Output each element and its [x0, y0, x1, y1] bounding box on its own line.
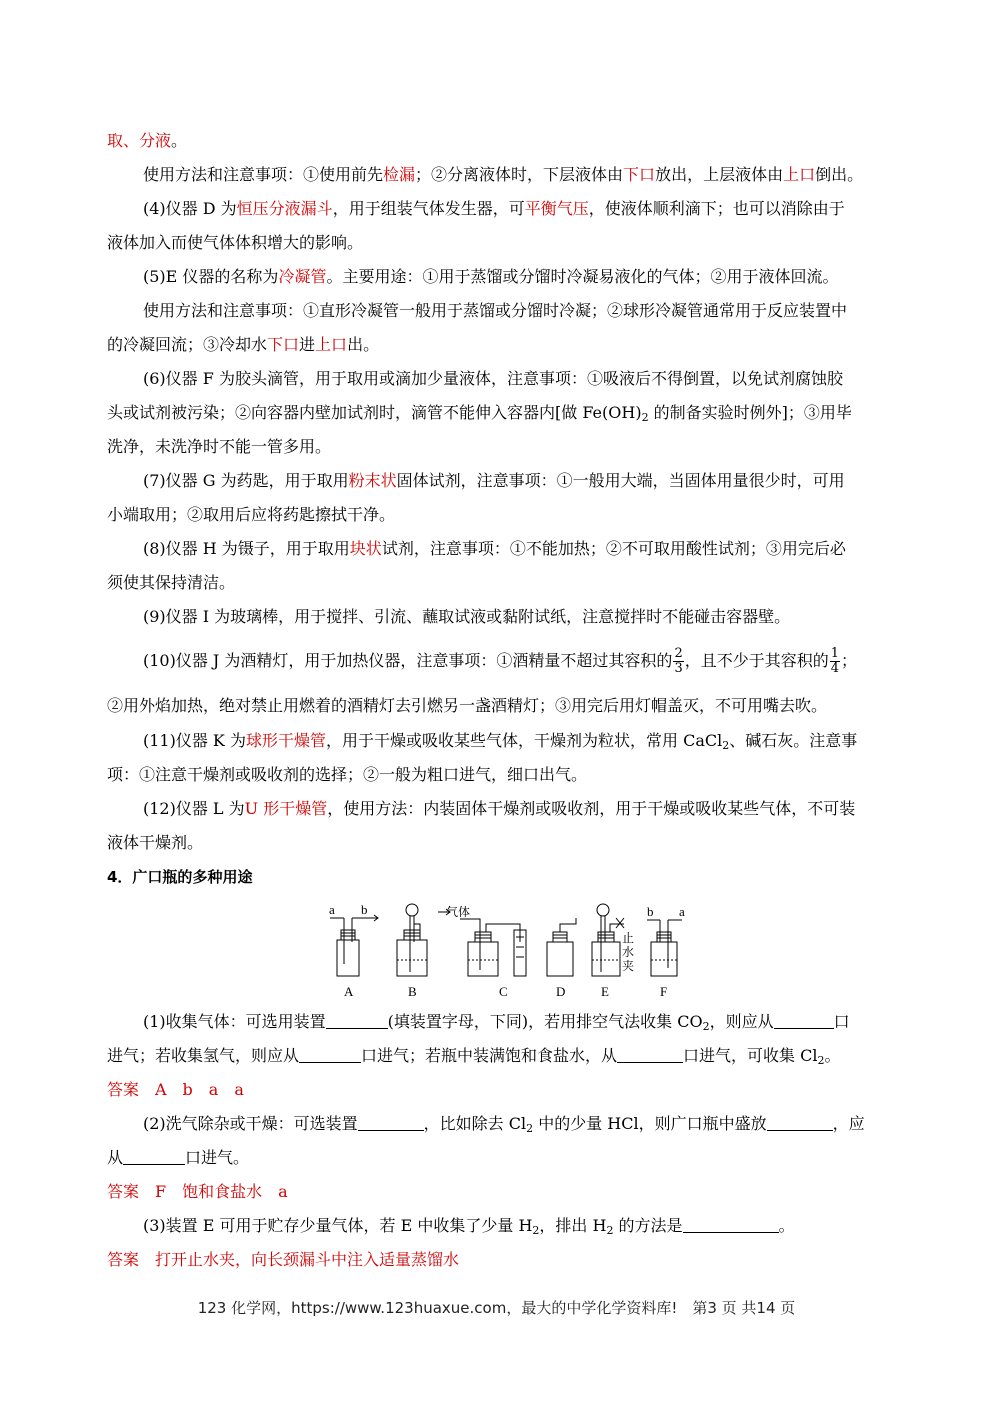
- gas-label: 气体: [446, 905, 471, 919]
- text: 口进气。: [185, 1148, 250, 1167]
- question-line: [107, 1046, 841, 1066]
- text: ，且不少于其容积的: [684, 651, 829, 670]
- question-line: [143, 1216, 795, 1236]
- text-line: 项：①注意干燥剂或吸收剂的选择；②一般为粗口进气，细口出气。: [107, 765, 588, 784]
- answer-blank[interactable]: [123, 1148, 185, 1165]
- text: 的制备实验时例外]；③用毕: [648, 403, 852, 422]
- highlight-text: 取、分液: [107, 131, 172, 150]
- port-label: b: [361, 902, 368, 917]
- text: 固体试剂，注意事项：①一般用大端，当固体用量很少时，可用: [396, 471, 845, 490]
- answer-line: 答案 A b a a: [107, 1080, 244, 1099]
- clamp-label: 夹: [622, 959, 635, 973]
- text: 口进气；若瓶中装满饱和食盐水，从: [361, 1046, 618, 1065]
- text: 放出，上层液体由: [655, 165, 784, 184]
- page-footer: 123 化学网，https://www.123huaxue.com，最大的中学化学资料库! 第3 页 共14 页: [197, 1299, 796, 1317]
- port-label: a: [329, 902, 335, 917]
- text-line: [107, 403, 852, 423]
- text: ，则应从: [709, 1012, 774, 1031]
- text-line: [107, 335, 379, 355]
- clamp-label: 止: [622, 931, 635, 945]
- question-line: [143, 1114, 865, 1134]
- port-label: b: [647, 904, 654, 919]
- answer-blank[interactable]: [299, 1046, 361, 1063]
- highlight-text: 粉末状: [348, 471, 397, 490]
- highlight-text: 冷凝管: [278, 267, 327, 286]
- text: (填装置字母，下同)，若用排空气法收集 CO: [387, 1012, 703, 1031]
- text: 头或试剂被污染；②向容器内壁加试剂时，滴管不能伸入容器内[做 Fe(OH): [107, 403, 642, 422]
- numerator: 2: [674, 646, 683, 661]
- bottle-d: [547, 918, 576, 976]
- denominator: 3: [674, 661, 683, 676]
- text: ，比如除去 Cl: [423, 1114, 527, 1133]
- text-line: [143, 647, 857, 676]
- text: ，排出 H: [539, 1216, 607, 1235]
- subscript: 2: [702, 1020, 710, 1033]
- answer-blank[interactable]: [774, 1012, 834, 1029]
- highlight-text: U 形干燥管: [244, 799, 328, 818]
- text-line: 小端取用；②取用后应将药匙擦拭干净。: [107, 505, 396, 524]
- text: 倒出。: [815, 165, 864, 184]
- text-line: 使用方法和注意事项：①直形冷凝管一般用于蒸馏或分馏时冷凝；②球形冷凝管通常用于反应装置中: [143, 301, 848, 320]
- text-line: 洗净，未洗净时不能一管多用。: [107, 437, 332, 456]
- numerator: 1: [830, 646, 840, 661]
- text: ，使液体顺利滴下；也可以消除由于: [588, 199, 845, 218]
- text: (7)仪器 G 为药匙，用于取用: [143, 471, 349, 490]
- text: (11)仪器 K 为: [143, 731, 246, 750]
- text-line: 液体干燥剂。: [107, 833, 204, 852]
- text-line: [143, 799, 855, 819]
- answer-blank[interactable]: [683, 1216, 779, 1233]
- text: (3)装置 E 可用于贮存少量气体，若 E 中收集了少量 H: [143, 1216, 533, 1235]
- text-line: 须使其保持清洁。: [107, 573, 236, 592]
- fraction: [673, 647, 683, 676]
- highlight-text: 检漏: [383, 165, 416, 184]
- figure-label: B: [408, 984, 417, 999]
- text-line: (6)仪器 F 为胶头滴管，用于取用或滴加少量液体，注意事项：①吸液后不得倒置，以免试剂腐蚀胶: [143, 369, 843, 388]
- figure-label: C: [499, 984, 508, 999]
- answer-blank[interactable]: [617, 1046, 683, 1063]
- text: 。: [778, 1216, 795, 1235]
- text: 中的少量 HCl，则广口瓶中盛放: [533, 1114, 767, 1133]
- text: 出。: [347, 335, 380, 354]
- clamp-label: 水: [622, 945, 635, 959]
- highlight-text: 上口: [783, 165, 816, 184]
- text: 口进气，可收集 Cl: [683, 1046, 818, 1065]
- text: 。主要用途：①用于蒸馏或分馏时冷凝易液化的气体；②用于液体回流。: [326, 267, 839, 286]
- text: 。: [171, 131, 188, 150]
- text: (5)E 仪器的名称为: [143, 267, 279, 286]
- denominator: 4: [830, 661, 840, 676]
- text-line: [143, 165, 863, 185]
- text-line: [107, 131, 187, 151]
- figure-label: F: [660, 984, 668, 999]
- text: ，使用方法：内装固体干燥剂或吸收剂，用于干燥或吸收某些气体，不可装: [327, 799, 856, 818]
- answer-blank[interactable]: [358, 1114, 424, 1131]
- text: ，用于组装气体发生器，可: [332, 199, 525, 218]
- port-label: a: [679, 904, 685, 919]
- highlight-text: 球形干燥管: [245, 731, 326, 750]
- text: 从: [107, 1148, 124, 1167]
- text-line: [143, 267, 838, 287]
- highlight-text: 下口: [267, 335, 300, 354]
- highlight-text: 恒压分液漏斗: [236, 199, 333, 218]
- answer-blank[interactable]: [767, 1114, 833, 1131]
- highlight-text: 上口: [315, 335, 348, 354]
- answer-line: 答案 打开止水夹，向长颈漏斗中注入适量蒸馏水: [107, 1250, 460, 1269]
- bottle-f: [647, 920, 682, 976]
- question-line: [143, 1012, 850, 1032]
- answer-line: 答案 F 饱和食盐水 a: [107, 1182, 288, 1201]
- bottle-e: [592, 904, 624, 976]
- question-line: [107, 1148, 249, 1168]
- text: 进气；若收集氢气，则应从: [107, 1046, 300, 1065]
- text-line: (9)仪器 I 为玻璃棒，用于搅拌、引流、蘸取试液或黏附试纸，注意搅拌时不能碰击容器壁。: [143, 607, 791, 626]
- subscript: 2: [641, 411, 649, 424]
- subscript: 2: [532, 1224, 540, 1237]
- text-line: [143, 731, 857, 751]
- text: 使用方法和注意事项：①使用前先: [143, 165, 384, 184]
- text: ；: [841, 651, 858, 670]
- text: ；②分离液体时，下层液体由: [415, 165, 624, 184]
- subscript: 2: [722, 739, 730, 752]
- text: 试剂，注意事项：①不能加热；②不可取用酸性试剂；③用完后必: [381, 539, 846, 558]
- bottle-b: [397, 904, 427, 976]
- text: 、碱石灰。注意事: [729, 731, 858, 750]
- subscript: 2: [526, 1122, 534, 1135]
- figure-label: E: [601, 984, 609, 999]
- answer-blank[interactable]: [326, 1012, 388, 1029]
- bottle-a: [330, 918, 366, 976]
- text-line: [143, 539, 846, 559]
- text: 。: [824, 1046, 841, 1065]
- apparatus-figure: [320, 902, 690, 1002]
- text: ，应: [832, 1114, 865, 1133]
- highlight-text: 块状: [349, 539, 382, 558]
- subscript: 2: [606, 1224, 614, 1237]
- text: (2)洗气除杂或干燥：可选装置: [143, 1114, 358, 1133]
- bottle-c: [460, 919, 526, 976]
- text: 口: [833, 1012, 850, 1031]
- text: (12)仪器 L 为: [143, 799, 245, 818]
- figure-label: D: [556, 984, 566, 999]
- text: (1)收集气体：可选用装置: [143, 1012, 326, 1031]
- text-line: 液体加入而使气体体积增大的影响。: [107, 233, 364, 252]
- section-heading: 4．广口瓶的多种用途: [107, 868, 253, 886]
- text-line: [143, 471, 845, 491]
- text-line: [143, 199, 845, 219]
- text: (10)仪器 J 为酒精灯，用于加热仪器，注意事项：①酒精量不超过其容积的: [143, 651, 673, 670]
- text: 的冷凝回流；③冷却水: [107, 335, 268, 354]
- text: 的方法是: [613, 1216, 683, 1235]
- text: (8)仪器 H 为镊子，用于取用: [143, 539, 350, 558]
- text-line: ②用外焰加热，绝对禁止用燃着的酒精灯去引燃另一盏酒精灯；③用完后用灯帽盖灭，不可用嘴去吹。: [107, 696, 828, 715]
- subscript: 2: [817, 1054, 825, 1067]
- text: 进: [299, 335, 316, 354]
- highlight-text: 下口: [623, 165, 656, 184]
- text: (4)仪器 D 为: [143, 199, 237, 218]
- highlight-text: 平衡气压: [524, 199, 589, 218]
- fraction: [830, 647, 840, 676]
- text: ，用于干燥或吸收某些气体，干燥剂为粒状，常用 CaCl: [326, 731, 723, 750]
- figure-label: A: [344, 984, 354, 999]
